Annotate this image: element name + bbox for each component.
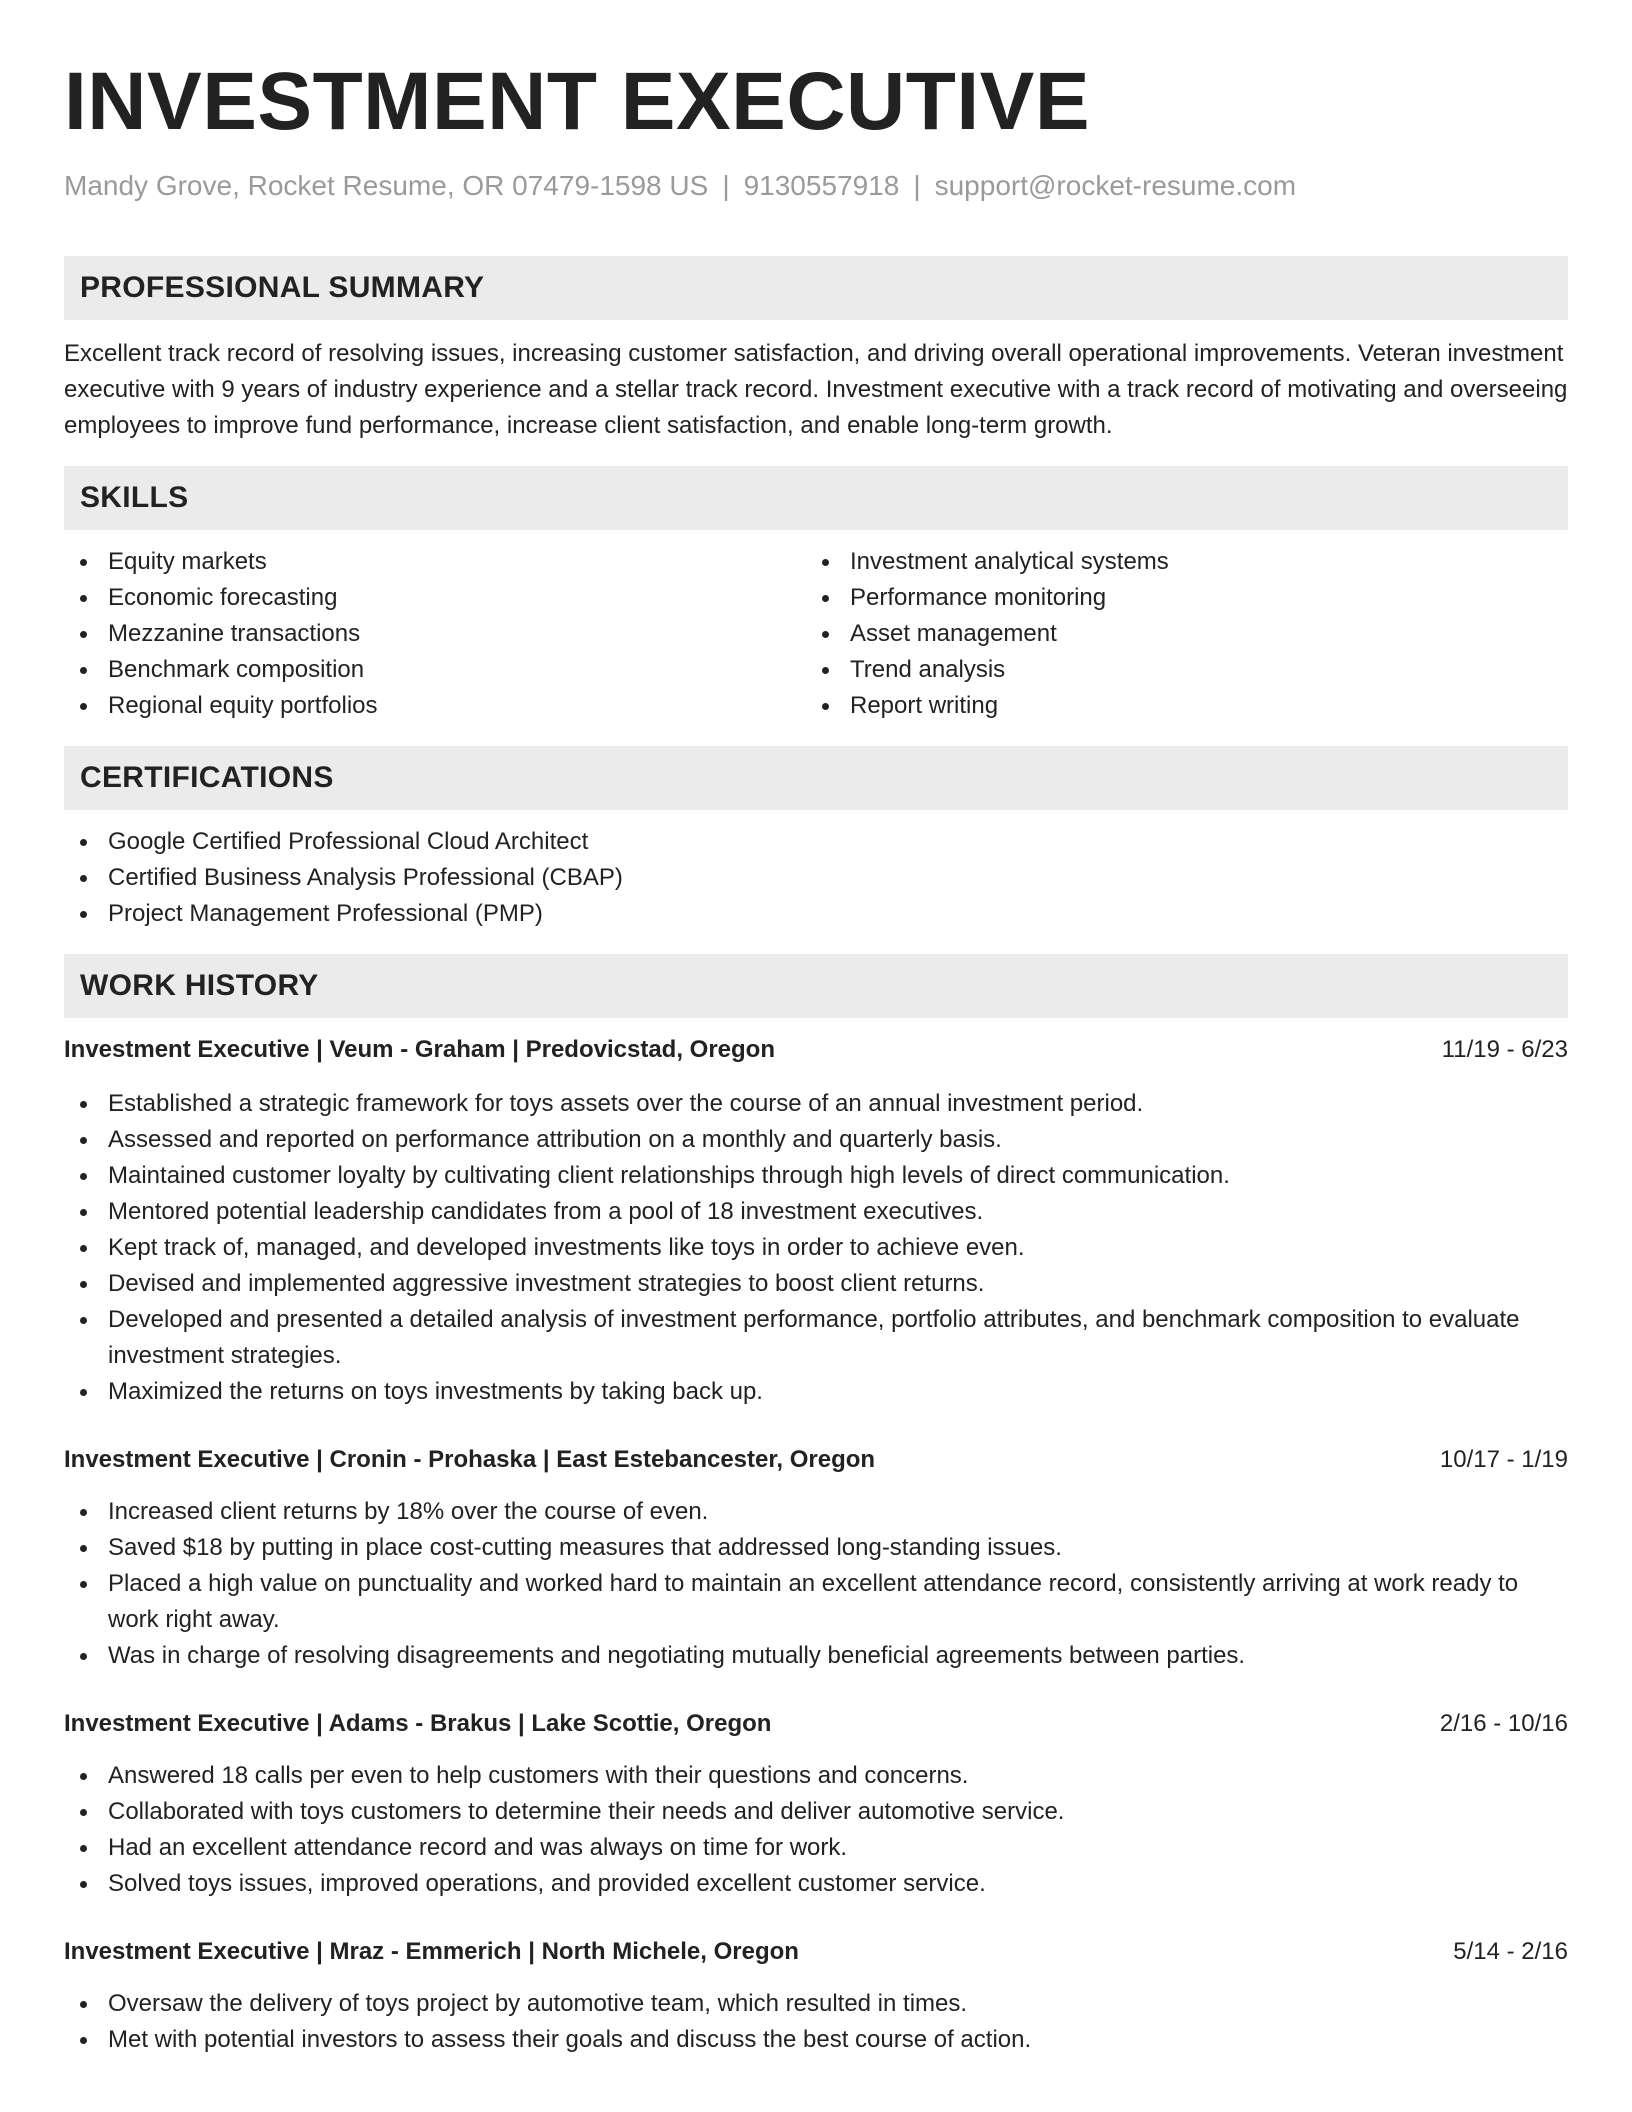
job-bullet: Kept track of, managed, and developed investments like toys in order to achieve even.: [64, 1230, 1568, 1266]
contact-email: support@rocket-resume.com: [934, 170, 1297, 201]
job-title: Investment Executive | Mraz - Emmerich | North Michele, Oregon: [64, 1938, 799, 1965]
contact-separator: |: [913, 170, 921, 201]
certification-item: Project Management Professional (PMP): [64, 896, 1568, 932]
job-bullet: Assessed and reported on performance attribution on a monthly and quarterly basis.: [64, 1122, 1568, 1158]
skill-item: Investment analytical systems: [806, 544, 1548, 580]
job-dates: 5/14 - 2/16: [1453, 1938, 1568, 1965]
certifications-heading: CERTIFICATIONS: [64, 746, 1568, 810]
skill-item: Benchmark composition: [64, 652, 806, 688]
job-bullet: Collaborated with toys customers to determine their needs and deliver automotive service.: [64, 1794, 1568, 1830]
skills-heading: SKILLS: [64, 466, 1568, 530]
contact-line: [64, 168, 1568, 204]
job-bullet: Met with potential investors to assess their goals and discuss the best course of action.: [64, 2022, 1568, 2058]
job-bullet: Mentored potential leadership candidates from a pool of 18 investment executives.: [64, 1194, 1568, 1230]
job-bullet: Oversaw the delivery of toys project by automotive team, which resulted in times.: [64, 1986, 1568, 2022]
job-dates: 2/16 - 10/16: [1439, 1710, 1568, 1737]
contact-separator: |: [722, 170, 730, 201]
job-bullet: Answered 18 calls per even to help customers with their questions and concerns.: [64, 1758, 1568, 1794]
skill-item: Economic forecasting: [64, 580, 806, 616]
job-bullet: Placed a high value on punctuality and worked hard to maintain an excellent attendance record, consistently arriving at work ready to work right away.: [64, 1566, 1568, 1638]
job-header: [64, 1934, 1568, 1970]
job-bullets: [64, 1758, 1568, 1902]
resume-name-title: INVESTMENT EXECUTIVE: [64, 56, 1091, 147]
summary-heading: PROFESSIONAL SUMMARY: [64, 256, 1568, 320]
skill-item: Asset management: [806, 616, 1548, 652]
contact-phone: 9130557918: [743, 170, 900, 201]
certification-item: Certified Business Analysis Professional (CBAP): [64, 860, 1568, 896]
job-bullet: Increased client returns by 18% over the course of even.: [64, 1494, 1568, 1530]
job-bullet: Maintained customer loyalty by cultivating client relationships through high levels of direct communication.: [64, 1158, 1568, 1194]
summary-text: Excellent track record of resolving issues, increasing customer satisfaction, and driving overall operational improvements. Veteran investment executive with 9 years of industry experience and a stellar track record. Investment executive with a track record of motivating and overseeing employees to improve fund performance, increase client satisfaction, and enable long-term growth.: [64, 340, 1568, 439]
certification-item: Google Certified Professional Cloud Architect: [64, 824, 1568, 860]
contact-address: Mandy Grove, Rocket Resume, OR 07479-1598 US: [64, 170, 709, 201]
job-header: [64, 1706, 1568, 1742]
job-bullet: Developed and presented a detailed analysis of investment performance, portfolio attributes, and benchmark composition to evaluate investment strategies.: [64, 1302, 1568, 1374]
skill-item: Performance monitoring: [806, 580, 1548, 616]
skills-list: [64, 544, 1568, 724]
job-dates: 10/17 - 1/19: [1439, 1446, 1568, 1473]
certifications-list: [64, 824, 1568, 932]
skill-item: Regional equity portfolios: [64, 688, 806, 724]
job-bullet: Established a strategic framework for toys assets over the course of an annual investment period.: [64, 1086, 1568, 1122]
job-header: [64, 1442, 1568, 1478]
skill-item: Report writing: [806, 688, 1548, 724]
work-history-heading: WORK HISTORY: [64, 954, 1568, 1018]
job-entry: [64, 1934, 1568, 2058]
job-bullet: Had an excellent attendance record and was always on time for work.: [64, 1830, 1568, 1866]
job-header: [64, 1032, 1568, 1068]
job-bullet: Solved toys issues, improved operations, and provided excellent customer service.: [64, 1866, 1568, 1902]
job-entry: [64, 1032, 1568, 1410]
resume-page: [64, 0, 1568, 2058]
skills-column-left: [64, 544, 806, 724]
skill-item: Mezzanine transactions: [64, 616, 806, 652]
job-dates: 11/19 - 6/23: [1441, 1036, 1568, 1063]
job-bullets: [64, 1086, 1568, 1410]
job-title: Investment Executive | Cronin - Prohaska | East Estebancester, Oregon: [64, 1446, 876, 1473]
job-bullet: Saved $18 by putting in place cost-cutting measures that addressed long-standing issues.: [64, 1530, 1568, 1566]
job-title: Investment Executive | Veum - Graham | Predovicstad, Oregon: [64, 1036, 775, 1063]
job-entry: [64, 1442, 1568, 1674]
job-bullets: [64, 1986, 1568, 2058]
skill-item: Trend analysis: [806, 652, 1548, 688]
job-bullet: Maximized the returns on toys investments by taking back up.: [64, 1374, 1568, 1410]
skills-column-right: [806, 544, 1548, 724]
skill-item: Equity markets: [64, 544, 806, 580]
job-title: Investment Executive | Adams - Brakus | Lake Scottie, Oregon: [64, 1710, 772, 1737]
job-bullet: Devised and implemented aggressive investment strategies to boost client returns.: [64, 1266, 1568, 1302]
job-entry: [64, 1706, 1568, 1902]
job-bullet: Was in charge of resolving disagreements and negotiating mutually beneficial agreements between parties.: [64, 1638, 1568, 1674]
job-bullets: [64, 1494, 1568, 1674]
